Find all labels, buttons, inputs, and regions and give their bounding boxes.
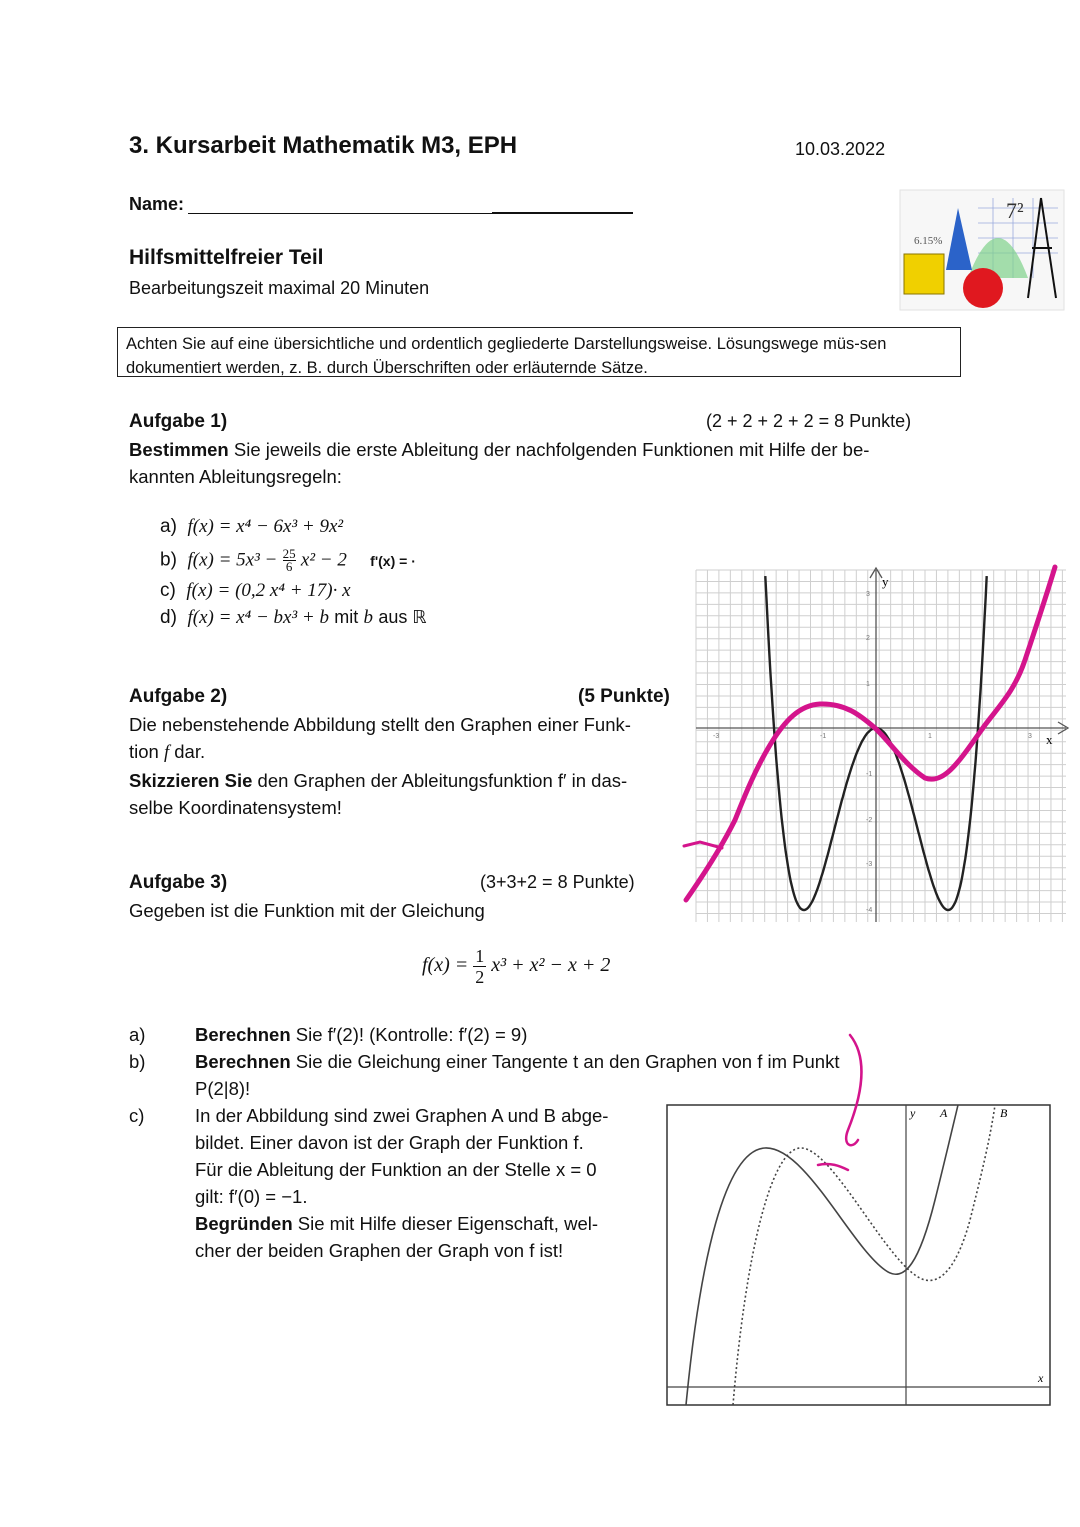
formula-pre: f(x) = — [422, 954, 469, 977]
fraction-denominator: 6 — [285, 559, 293, 574]
item-label: d) — [160, 607, 177, 628]
logo-percent: 6.15% — [914, 235, 943, 247]
graph-b-dotted — [733, 1105, 995, 1405]
task2-heading: Aufgabe 2) — [129, 686, 228, 707]
task2-tick-x: -3 — [713, 733, 720, 740]
task2-tick-x: -1 — [820, 733, 827, 740]
task3-y-label: y — [910, 1106, 916, 1120]
item-label: a) — [160, 516, 177, 537]
item-formula: f(x) = x⁴ − 6x³ + 9x² — [187, 516, 344, 537]
notice-box: Achten Sie auf eine übersichtliche und ordentlich gegliederte Darstellungsweise. Lösungswege müs-sen dokumentiert werden, z. B. durch Überschriften oder erläuternde Sätze. — [117, 327, 961, 377]
item-suffix-var: b — [363, 607, 374, 628]
task2-line4: selbe Koordinatensystem! — [129, 797, 342, 818]
task2-tick-y: -2 — [866, 817, 873, 824]
task2-tick-y: 3 — [866, 591, 870, 598]
task3-c-line4: gilt: f′(0) = −1. — [195, 1186, 308, 1207]
handwritten-mark — [846, 1035, 861, 1145]
task3-c-line2: bildet. Einer davon ist der Graph der Funktion f. — [195, 1132, 584, 1153]
task3-heading: Aufgabe 3) — [129, 872, 228, 893]
exam-date: 10.03.2022 — [795, 139, 886, 159]
task3-intro: Gegeben ist die Funktion mit der Gleichung — [129, 900, 485, 921]
task3-a-rest: Sie f′(2)! (Kontrolle: f′(2) = 9) — [290, 1024, 528, 1045]
fraction-denominator: 2 — [475, 967, 485, 987]
item-formula: f(x) = x⁴ − bx³ + b — [187, 607, 329, 628]
task2-tick-y: -1 — [866, 771, 873, 778]
logo-exponent: 7² — [1006, 198, 1024, 223]
task2-tick-y: -4 — [866, 907, 873, 914]
graph-a-solid — [686, 1105, 958, 1405]
item-suffix: mit — [334, 607, 359, 627]
task2-line3-rest: den Graphen der Ableitungsfunktion f′ in das- — [252, 770, 628, 791]
task2-line2-var: f — [163, 743, 170, 763]
task3-b-verb: Berechnen — [195, 1051, 291, 1072]
task3-label-b: B — [1000, 1106, 1008, 1120]
task2-line2-pre: tion — [129, 741, 164, 762]
handwritten-tick — [818, 1164, 848, 1170]
task3-b-line2: P(2|8)! — [195, 1078, 251, 1099]
task2-tick-x: 1 — [928, 733, 932, 740]
task3-a-verb: Berechnen — [195, 1024, 291, 1045]
task3-c-label: c) — [129, 1105, 145, 1126]
item-suffix-end: aus ℝ — [378, 607, 427, 627]
task3-c-line5-rest: Sie mit Hilfe dieser Eigenschaft, wel- — [292, 1213, 599, 1234]
formula-post: x³ + x² − x + 2 — [491, 954, 611, 977]
item-label: b) — [160, 549, 177, 571]
item-formula-post: x² − 2 — [300, 549, 347, 571]
task1-points: (2 + 2 + 2 + 2 = 8 Punkte) — [706, 411, 912, 431]
task1-instruction-line2: kannten Ableitungsregeln: — [129, 466, 342, 487]
task3-c-line1: In der Abbildung sind zwei Graphen A und B abge- — [195, 1105, 609, 1126]
fraction-numerator: 1 — [475, 946, 485, 966]
fraction-numerator: 25 — [282, 546, 296, 561]
task3-a-label: a) — [129, 1024, 146, 1045]
task2-line2-post: dar. — [169, 741, 206, 762]
task3-b-rest: Sie die Gleichung einer Tangente t an den Graphen von f im Punkt — [290, 1051, 840, 1072]
task2-line1: Die nebenstehende Abbildung stellt den Graphen einer Funk- — [129, 714, 631, 735]
task1-verb: Bestimmen — [129, 439, 229, 460]
task1-heading: Aufgabe 1) — [129, 411, 228, 432]
task3-x-label: x — [1038, 1371, 1044, 1385]
item-label: c) — [160, 580, 176, 601]
task3-points: (3+3+2 = 8 Punkte) — [480, 872, 635, 892]
task1-instruction-rest: Sie jeweils die erste Ableitung der nachfolgenden Funktionen mit Hilfe der be- — [228, 439, 870, 460]
task2-verb: Skizzieren Sie — [129, 770, 253, 791]
name-label: Name: — [129, 194, 185, 214]
task3-label-a: A — [940, 1106, 948, 1120]
task3-graph-frame — [667, 1105, 1050, 1405]
task2-y-label: y — [882, 574, 889, 589]
task3-b-label: b) — [129, 1051, 146, 1072]
task2-tick-y: -3 — [866, 861, 873, 868]
task2-points: (5 Punkte) — [578, 686, 670, 707]
task2-tick-x: 3 — [1028, 733, 1032, 740]
task2-tick-y: 1 — [866, 681, 870, 688]
task2-x-label: x — [1046, 732, 1053, 747]
task3-c-verb: Begründen — [195, 1213, 293, 1234]
section-title: Hilfsmittelfreier Teil — [129, 246, 324, 269]
task3-c-line6: cher der beiden Graphen der Graph von f ist! — [195, 1240, 564, 1261]
task2-tick-y: 2 — [866, 635, 870, 642]
handwritten-note: f'(x) = · — [370, 552, 416, 569]
item-formula-pre: f(x) = 5x³ − — [187, 549, 278, 571]
task3-c-line3: Für die Ableitung der Funktion an der Stelle x = 0 — [195, 1159, 597, 1180]
item-formula: f(x) = (0,2 x⁴ + 17)· x — [186, 580, 351, 601]
exam-title: 3. Kursarbeit Mathematik M3, EPH — [129, 132, 518, 159]
time-note: Bearbeitungszeit maximal 20 Minuten — [129, 278, 430, 298]
